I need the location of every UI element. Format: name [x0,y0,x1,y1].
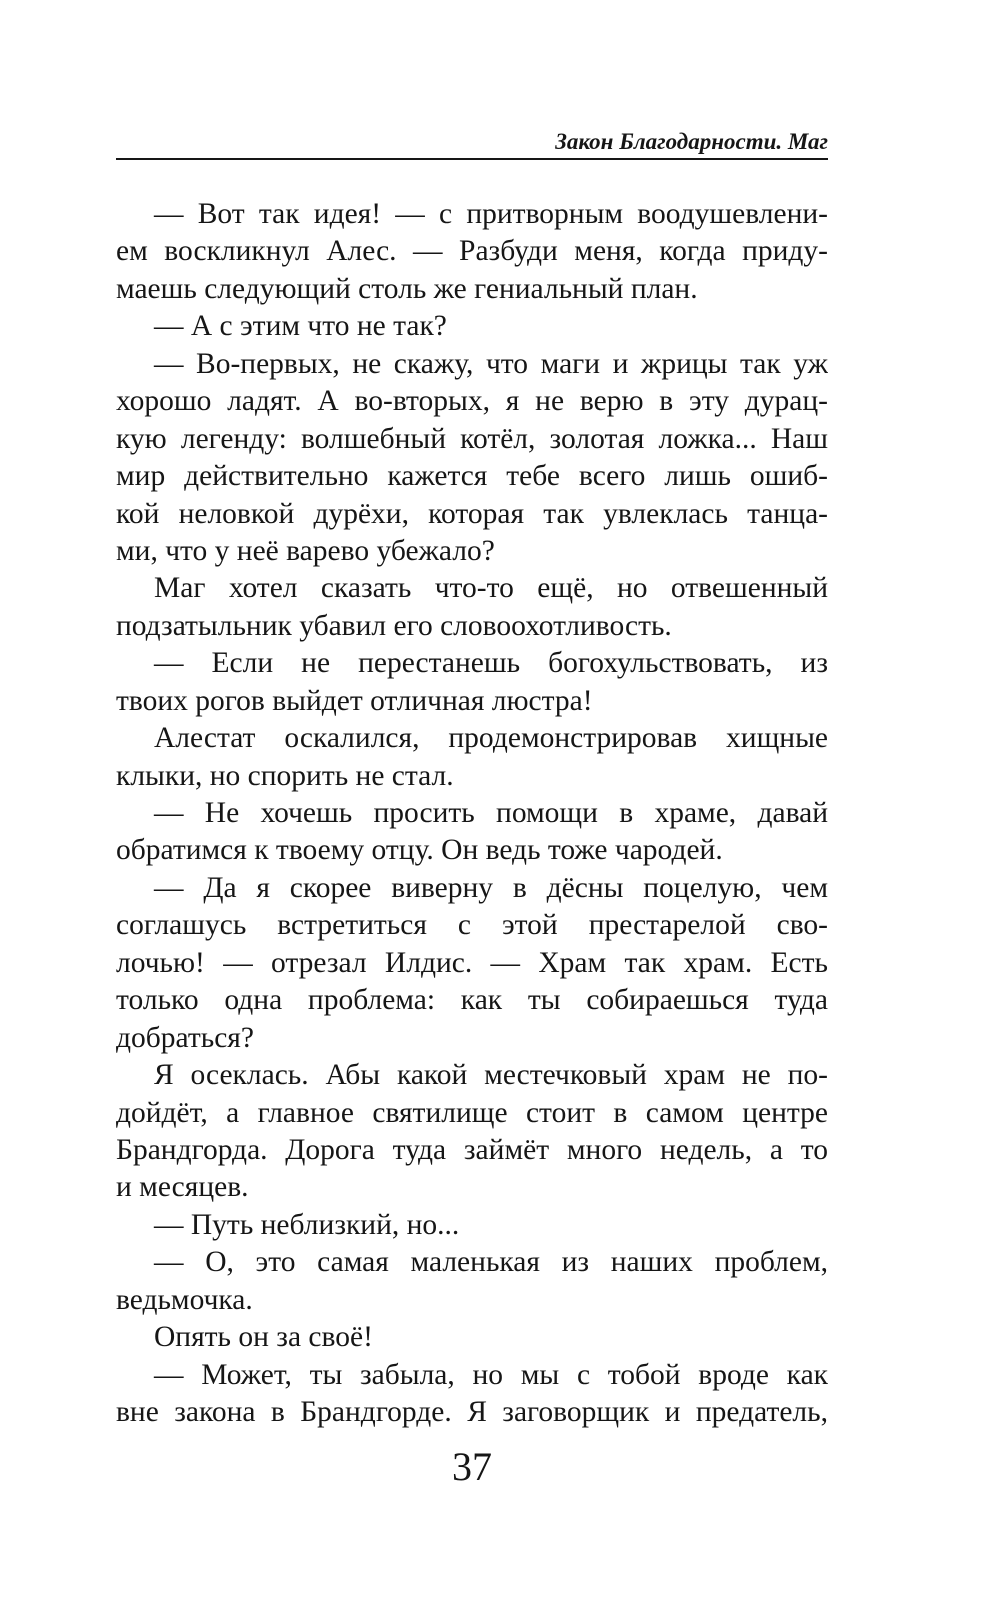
text-line: — Да я скорее виверну в дёсны поцелую, чем [154,871,828,904]
text-line: добраться? [116,1021,254,1054]
body-text [116,196,828,1431]
text-line: подзатыльник убавил его словоохотливость. [116,609,672,642]
text-line: кую легенду: волшебный котёл, золотая ложка... Наш [116,422,828,455]
text-line: Маг хотел сказать что-то ещё, но отвешенный [154,572,828,605]
text-line: Алестат оскалился, продемонстрировав хищные [154,722,828,755]
text-line: ми, что у неё варево убежало? [116,534,495,567]
text-line: Брандгорда. Дорога туда займёт много недель, а то [116,1133,828,1166]
text-line: дойдёт, а главное святилище стоит в самом центре [116,1096,828,1129]
running-head: Закон Благодарности. Маг [555,129,828,154]
text-line: Я осеклась. Абы какой местечковый храм не по- [154,1059,828,1092]
text-line: — О, это самая маленькая из наших проблем, [154,1246,828,1279]
text-line: — Если не перестанешь богохульствовать, из [154,647,828,680]
text-line: ем воскликнул Алес. — Разбуди меня, когда приду- [116,235,828,268]
text-line: и месяцев. [116,1171,249,1204]
page-number: 37 [452,1444,492,1489]
text-line: вне закона в Брандгорде. Я заговорщик и предатель, [116,1396,828,1428]
text-line: кой неловкой дурёхи, которая так увлеклась танца- [116,497,828,530]
text-line: лочью! — отрезал Илдис. — Храм так храм. Есть [116,946,828,979]
text-line: хорошо ладят. А во-вторых, я не верю в эту дурац- [116,385,828,418]
text-line: мир действительно кажется тебе всего лишь ошиб- [116,460,828,493]
text-line: только одна проблема: как ты собираешься туда [116,984,828,1017]
text-line: — Может, ты забыла, но мы с тобой вроде как [154,1358,828,1391]
text-line: маешь следующий столь же гениальный план. [116,272,698,305]
text-line: клыки, но спорить не стал. [116,759,454,792]
text-line: — А с этим что не так? [154,310,447,343]
header-rule [116,158,828,160]
text-line: Опять он за своё! [154,1321,373,1354]
text-line: обратимся к твоему отцу. Он ведь тоже чародей. [116,834,723,867]
text-line: — Во-первых, не скажу, что маги и жрицы так уж [154,347,828,380]
text-line: ведьмочка. [116,1283,253,1316]
text-line: твоих рогов выйдет отличная люстра! [116,684,593,717]
text-line: — Вот так идея! — с притворным воодушевлени- [154,198,828,230]
text-line: — Путь неблизкий, но... [154,1208,460,1241]
text-line: — Не хочешь просить помощи в храме, давай [154,797,828,829]
text-line: соглашусь встретиться с этой престарелой сво- [116,909,828,942]
